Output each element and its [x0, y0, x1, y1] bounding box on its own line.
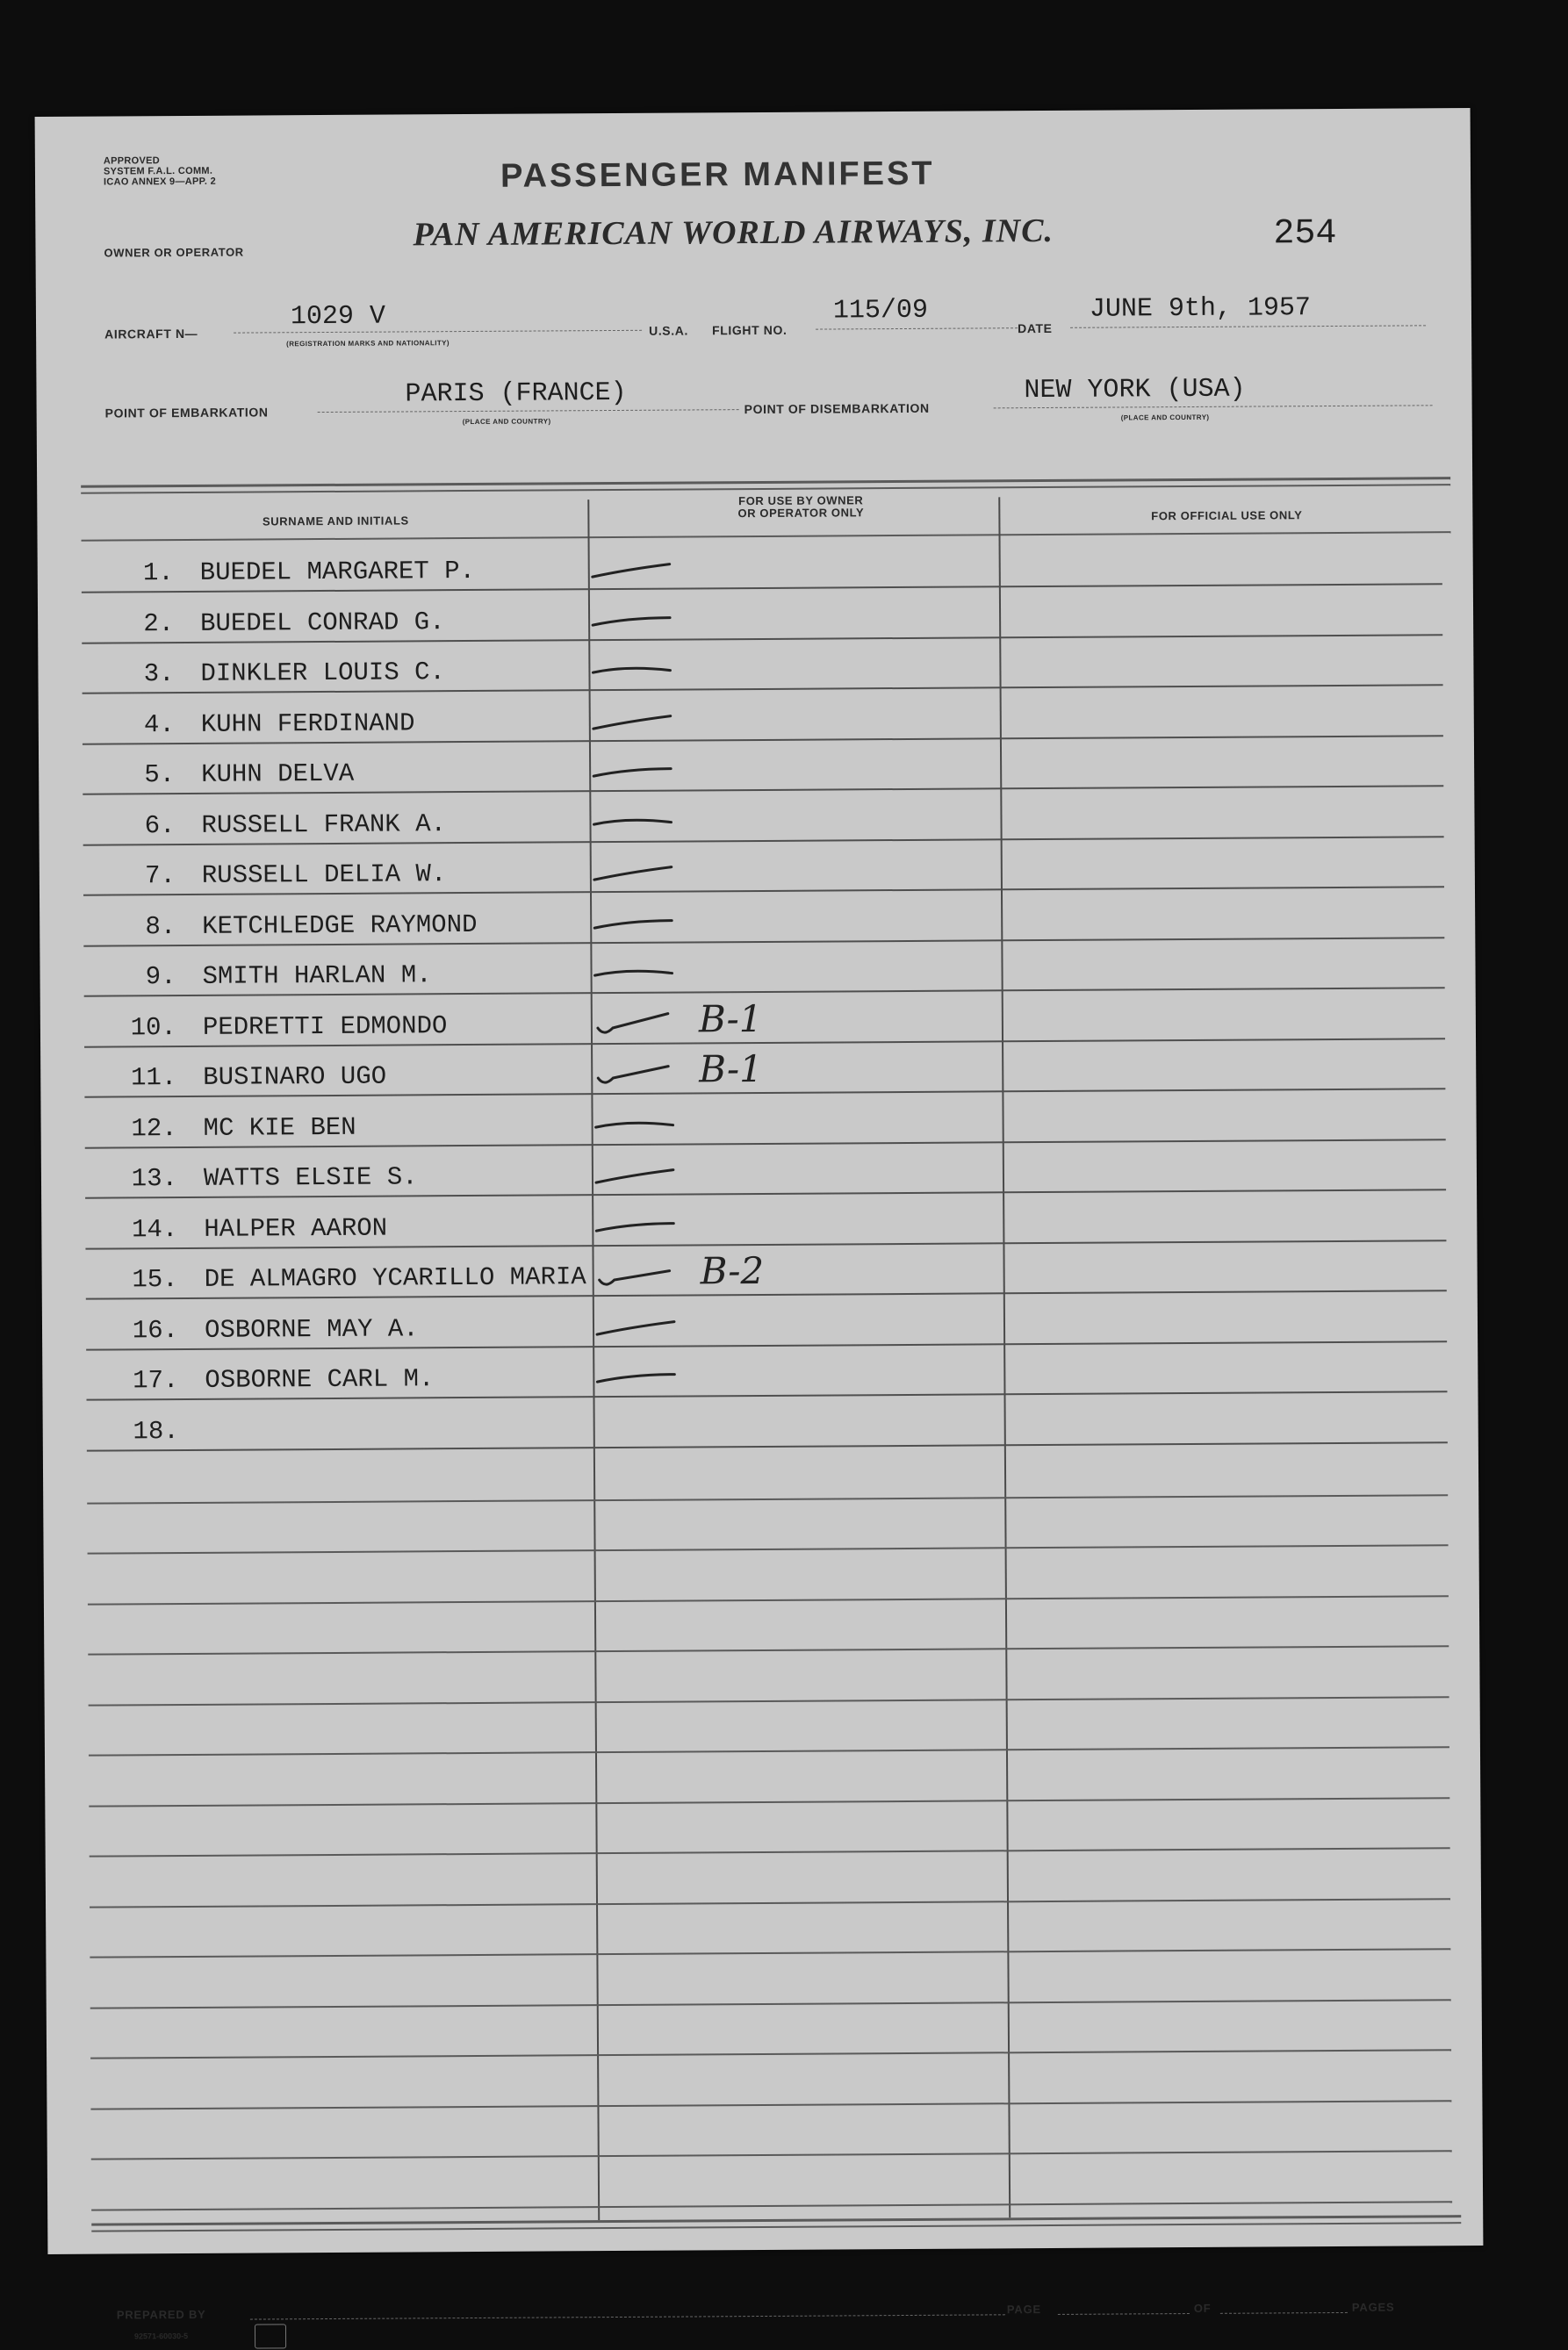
- passenger-name: KUHN FERDINAND: [200, 708, 415, 739]
- passenger-number: 6.: [144, 810, 176, 840]
- page-underline: [1058, 2313, 1190, 2315]
- aircraft-label: AIRCRAFT N—: [104, 326, 198, 341]
- passenger-row: [84, 989, 1445, 1047]
- embarkation-label: POINT OF EMBARKATION: [104, 405, 269, 420]
- passenger-name: BUEDEL CONRAD G.: [200, 607, 445, 638]
- passenger-number: 9.: [145, 962, 176, 992]
- row-rule: [87, 1441, 1448, 1451]
- approval-block: [104, 155, 216, 188]
- passenger-row: [85, 1140, 1446, 1198]
- passenger-number: 10.: [130, 1012, 177, 1042]
- airline-name: PAN AMERICAN WORLD AIRWAYS, INC.: [413, 212, 1054, 254]
- approval-line: APPROVED: [103, 155, 161, 167]
- passenger-number: 1.: [142, 558, 174, 588]
- check-mark-icon: [592, 703, 697, 739]
- check-mark-icon: [595, 1309, 701, 1345]
- blank-row-rule: [90, 2100, 1451, 2109]
- passenger-row: [86, 1292, 1447, 1350]
- blank-row-rule: [89, 1696, 1449, 1706]
- passenger-name: OSBORNE MAY A.: [204, 1313, 419, 1345]
- manifest-sheet: [35, 108, 1484, 2341]
- passenger-number: 7.: [144, 861, 176, 891]
- official-use-column-header: FOR OFFICIAL USE ONLY: [1151, 508, 1303, 523]
- page-label: PAGE: [1006, 2303, 1041, 2317]
- passenger-name: MC KIE BEN: [203, 1112, 356, 1143]
- passenger-number: 4.: [143, 709, 175, 739]
- check-mark-icon: [595, 1258, 701, 1294]
- passenger-row: [83, 837, 1444, 895]
- passenger-row: [86, 1342, 1447, 1400]
- check-mark-icon: [592, 804, 697, 840]
- owner-label: OWNER OR OPERATOR: [104, 245, 244, 260]
- passenger-row: [84, 1090, 1445, 1148]
- passenger-row: [85, 1241, 1446, 1299]
- passenger-name: WATTS ELSIE S.: [203, 1162, 418, 1193]
- passenger-row: [83, 888, 1444, 946]
- check-mark-icon: [593, 854, 698, 890]
- check-mark-icon: [593, 905, 698, 941]
- prepared-by-underline: [250, 2314, 1005, 2319]
- passenger-row: [82, 535, 1442, 593]
- check-mark-icon: [594, 1157, 700, 1193]
- passenger-number: 3.: [143, 659, 175, 689]
- check-mark-icon: [591, 652, 696, 688]
- date-value: JUNE 9th, 1957: [1089, 293, 1312, 325]
- blank-row-rule: [88, 1645, 1449, 1655]
- passenger-row: [83, 938, 1444, 996]
- passenger-number: 11.: [130, 1063, 177, 1093]
- embarkation-sublabel: (PLACE AND COUNTRY): [462, 417, 551, 427]
- manifest-title: PASSENGER MANIFEST: [500, 155, 935, 195]
- check-mark-icon: [594, 1208, 700, 1244]
- passenger-name: BUSINARO UGO: [203, 1061, 387, 1092]
- passenger-name: RUSSELL FRANK A.: [201, 808, 447, 840]
- passenger-number: 17.: [133, 1366, 179, 1396]
- status-code: B-1: [699, 1046, 763, 1091]
- check-mark-icon: [593, 1107, 699, 1143]
- surname-column-header: SURNAME AND INITIALS: [262, 514, 409, 528]
- check-mark-icon: [592, 753, 697, 789]
- check-mark-icon: [591, 602, 696, 638]
- passenger-number: 8.: [145, 911, 176, 941]
- date-underline: [1070, 325, 1426, 327]
- blank-row-rule: [91, 2150, 1452, 2160]
- of-label: OF: [1193, 2301, 1212, 2315]
- flight-label: FLIGHT NO.: [712, 322, 788, 338]
- flight-underline: [816, 327, 1018, 329]
- check-mark-icon: [593, 1056, 699, 1092]
- disembarkation-sublabel: (PLACE AND COUNTRY): [1120, 413, 1210, 422]
- passenger-name: DINKLER LOUIS C.: [200, 658, 446, 688]
- passenger-number: 16.: [132, 1315, 179, 1345]
- printer-mark-icon: [255, 2324, 286, 2348]
- passenger-row: [85, 1191, 1446, 1249]
- blank-row-rule: [90, 1948, 1450, 1958]
- passenger-row: [83, 737, 1443, 794]
- passenger-number: 13.: [131, 1164, 178, 1194]
- blank-row-rule: [90, 2049, 1451, 2059]
- owner-use-column-header: [599, 493, 1003, 521]
- aircraft-sublabel: (REGISTRATION MARKS AND NATIONALITY): [286, 339, 450, 349]
- passenger-name: KETCHLEDGE RAYMOND: [202, 909, 478, 941]
- date-label: DATE: [1018, 320, 1053, 336]
- passenger-row: [87, 1393, 1448, 1451]
- check-mark-icon: [593, 955, 698, 991]
- passenger-name: RUSSELL DELIA W.: [201, 859, 447, 890]
- prepared-by-label: PREPARED BY: [116, 2307, 206, 2322]
- passenger-name: SMITH HARLAN M.: [202, 960, 432, 991]
- passenger-number: 15.: [132, 1265, 178, 1295]
- passenger-name: OSBORNE CARL M.: [205, 1364, 435, 1395]
- embarkation-value: PARIS (FRANCE): [405, 377, 627, 410]
- passenger-name: DE ALMAGRO YCARILLO MARIA: [204, 1262, 586, 1294]
- disembarkation-value: NEW YORK (USA): [1024, 374, 1246, 406]
- passenger-name: KUHN DELVA: [201, 758, 355, 789]
- check-mark-icon: [593, 1006, 699, 1042]
- form-number: 92571-60030-5: [133, 2331, 189, 2341]
- status-code: B-1: [698, 996, 763, 1040]
- check-mark-icon: [591, 551, 696, 587]
- passenger-row: [82, 586, 1442, 643]
- blank-rows: [35, 108, 1471, 117]
- passenger-row: [84, 1039, 1445, 1097]
- blank-row-rule: [90, 1999, 1451, 2009]
- passenger-number: 14.: [132, 1214, 178, 1244]
- pages-label: PAGES: [1351, 2300, 1395, 2314]
- embarkation-underline: [318, 409, 739, 413]
- passenger-row: [83, 787, 1443, 845]
- blank-row-rule: [91, 2201, 1452, 2210]
- passenger-row: [82, 636, 1442, 694]
- blank-row-rule: [88, 1544, 1449, 1554]
- blank-row-rule: [89, 1746, 1449, 1756]
- owner-use-line-1: FOR USE BY OWNER: [738, 493, 864, 508]
- blank-row-rule: [89, 1797, 1449, 1807]
- blank-row-rule: [90, 1847, 1450, 1857]
- flight-value: 115/09: [832, 295, 929, 327]
- status-code: B-2: [700, 1248, 765, 1293]
- passenger-name: BUEDEL MARGARET P.: [199, 556, 476, 587]
- passenger-name: PEDRETTI EDMONDO: [202, 1010, 448, 1042]
- passenger-row: [83, 686, 1443, 744]
- passenger-number: 5.: [144, 760, 176, 790]
- of-underline: [1220, 2312, 1348, 2314]
- blank-row-rule: [90, 1898, 1450, 1908]
- blank-row-rule: [87, 1494, 1448, 1504]
- disembarkation-label: POINT OF DISEMBARKATION: [744, 400, 930, 417]
- owner-use-line-2: OR OPERATOR ONLY: [737, 506, 865, 521]
- check-mark-icon: [595, 1359, 701, 1395]
- passenger-number: 2.: [143, 608, 175, 638]
- page-number: 254: [1273, 213, 1337, 255]
- passenger-name: HALPER AARON: [204, 1213, 388, 1244]
- aircraft-value: 1029 V: [290, 301, 386, 333]
- passenger-number: 18.: [133, 1416, 179, 1446]
- approval-line: SYSTEM F.A.L. COMM.: [103, 165, 213, 177]
- blank-row-rule: [88, 1595, 1449, 1605]
- passenger-number: 12.: [131, 1113, 177, 1143]
- approval-line: ICAO ANNEX 9—APP. 2: [103, 176, 217, 188]
- usa-label: U.S.A.: [649, 323, 688, 338]
